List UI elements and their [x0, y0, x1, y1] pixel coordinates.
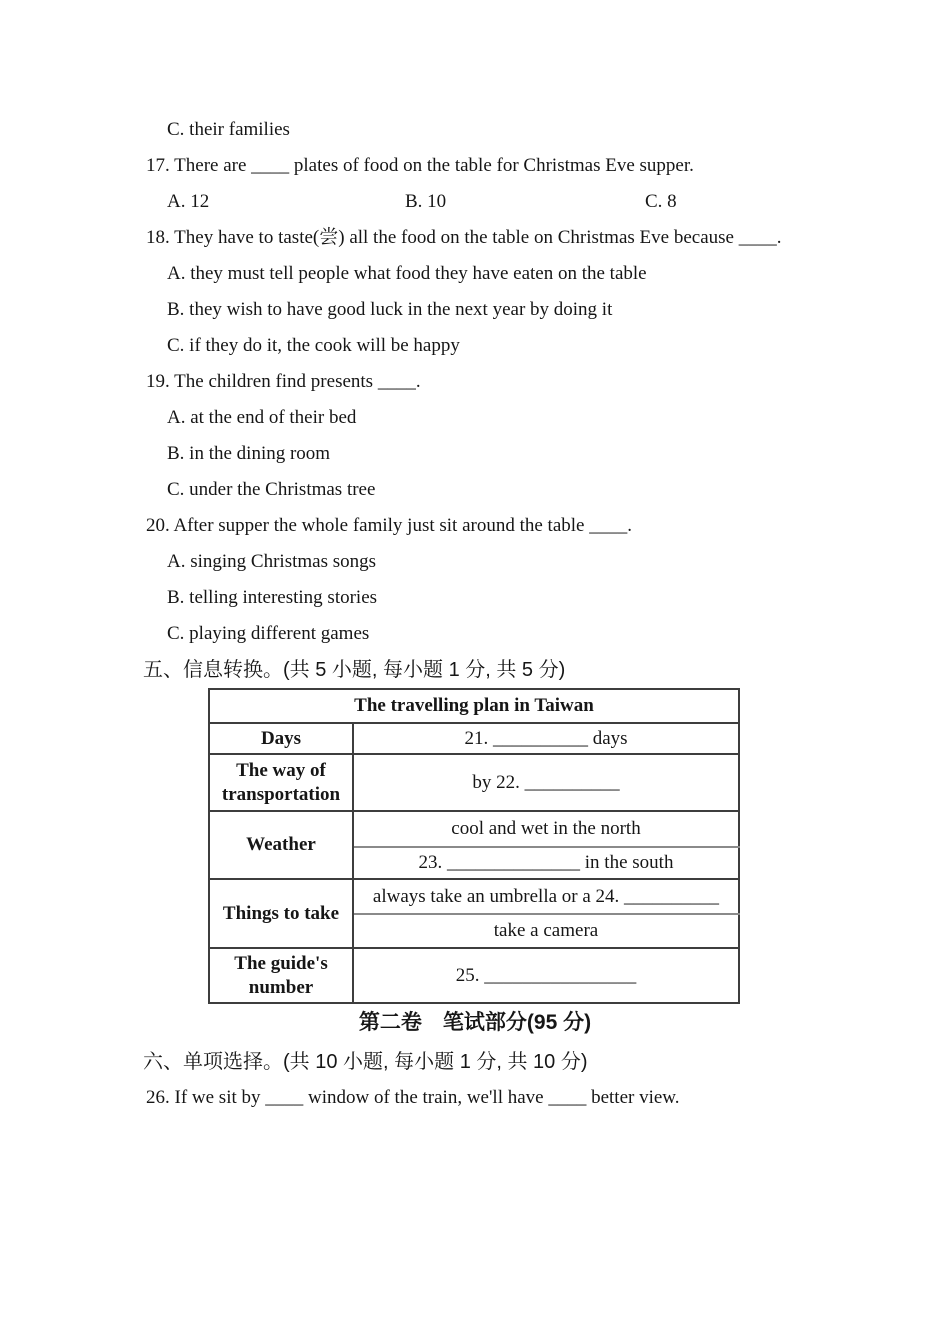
table-row: [209, 879, 739, 914]
question-19-text: 19. The children find presents ____.: [146, 371, 421, 392]
table-row: [209, 689, 739, 723]
question-16-option-c: C. their families: [167, 119, 290, 140]
table-cell-things-label: Things to take: [209, 879, 353, 948]
table-row: [209, 948, 739, 1003]
table-cell-weather-value-1: cool and wet in the north: [353, 811, 739, 847]
table-title: The travelling plan in Taiwan: [209, 689, 739, 723]
question-20-text: 20. After supper the whole family just sit around the table ____.: [146, 515, 632, 536]
question-18-option-a: A. they must tell people what food they have eaten on the table: [167, 263, 647, 284]
table-row: [209, 754, 739, 811]
table-cell-things-value-1: always take an umbrella or a 24. __________: [353, 879, 739, 914]
question-20-option-b: B. telling interesting stories: [167, 587, 378, 608]
table-cell-weather-value-2: 23. ______________ in the south: [353, 847, 739, 879]
question-17-option-a: A. 12: [167, 191, 210, 212]
question-18-text: 18. They have to taste(尝) all the food on the table on Christmas Eve because ____.: [146, 227, 782, 248]
question-17-text: 17. There are ____ plates of food on the table for Christmas Eve supper.: [146, 155, 694, 176]
table-cell-weather-label: Weather: [209, 811, 353, 879]
table-cell-transport-value: by 22. __________: [353, 754, 739, 811]
table-cell-transport-label: The way of transportation: [209, 754, 353, 811]
section-5-header: 五、信息转换。(共 5 小题, 每小题 1 分, 共 5 分): [143, 659, 566, 681]
question-17-option-c: C. 8: [645, 191, 677, 212]
question-19-option-b: B. in the dining room: [167, 443, 331, 464]
table-cell-days-value: 21. __________ days: [353, 723, 739, 754]
question-18-option-c: C. if they do it, the cook will be happy: [167, 335, 460, 356]
travel-plan-table: [208, 688, 740, 1004]
question-17-options: [0, 184, 950, 220]
table-cell-things-value-2: take a camera: [353, 914, 739, 948]
table-cell-guide-label: The guide's number: [209, 948, 353, 1003]
question-26-text: 26. If we sit by ____ window of the train, we'll have ____ better view.: [146, 1087, 680, 1108]
question-19-option-c: C. under the Christmas tree: [167, 479, 376, 500]
question-18-option-b: B. they wish to have good luck in the next year by doing it: [167, 299, 613, 320]
table-row: [209, 723, 739, 754]
table-row: [209, 811, 739, 847]
question-20-option-c: C. playing different games: [167, 623, 370, 644]
question-17-option-b: B. 10: [405, 191, 447, 212]
table-cell-days-label: Days: [209, 723, 353, 754]
section-6-header: 六、单项选择。(共 10 小题, 每小题 1 分, 共 10 分): [143, 1051, 588, 1073]
question-20-option-a: A. singing Christmas songs: [167, 551, 377, 572]
part-two-title: 第二卷 笔试部分(95 分): [358, 1011, 592, 1034]
question-19-option-a: A. at the end of their bed: [167, 407, 357, 428]
table-cell-guide-value: 25. ________________: [353, 948, 739, 1003]
